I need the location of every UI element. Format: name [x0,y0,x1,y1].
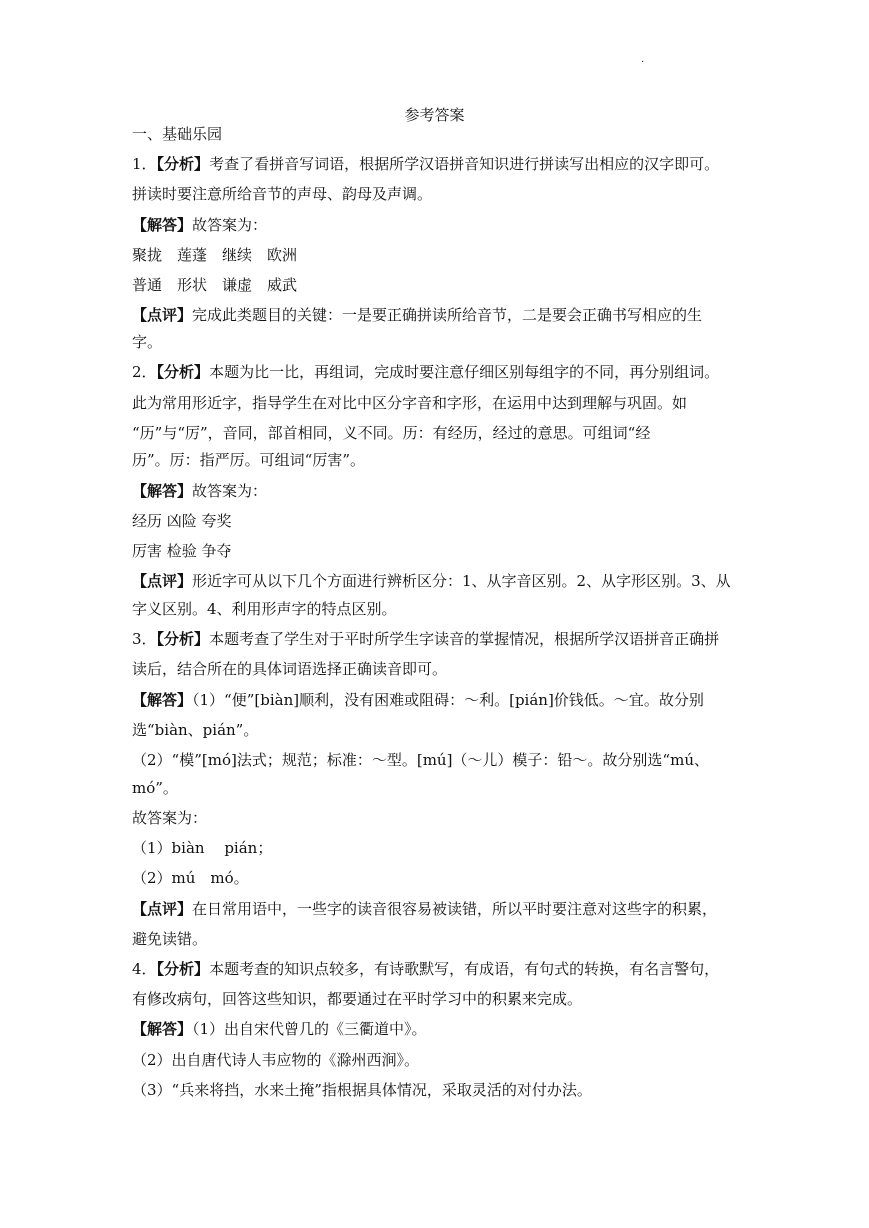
line-text: （1）biàn pián； [132,839,273,857]
line-text: 形近字可从以下几个方面进行辨析区分：1、从字音区别。2、从字形区别。3、从 [192,572,731,590]
section-tag: 【分析】 [156,363,210,381]
section-tag: 【分析】 [156,630,210,648]
line-text: 本题考查的知识点较多，有诗歌默写，有成语，有句式的转换，有名言警句， [209,960,720,978]
text-line [132,1079,752,1101]
text-line [132,719,752,741]
text-line [132,807,752,829]
line-text: 拼读时要注意所给音节的声母、韵母及声调。 [132,185,433,203]
text-line [132,392,752,414]
section-tag: 【点评】 [132,306,193,324]
line-text: 本题为比一比，再组词，完成时要注意仔细区别每组字的不同，再分别组词。 [209,363,720,381]
section-tag: 【点评】 [132,572,193,590]
line-text: 此为常用形近字，指导学生在对比中区分字音和字形，在运用中达到理解与巩固。如 [132,394,688,412]
text-line [132,988,752,1010]
line-text: 故答案为： [192,216,268,234]
text-line [132,510,752,532]
question-number: 4． [132,960,157,978]
line-text: （2）mú mó。 [132,869,249,887]
line-text: 完成此类题目的关键：一是要正确拼读所给音节，二是要会正确书写相应的生 [192,306,703,324]
line-text: 故答案为： [192,482,268,500]
text-line [132,598,752,620]
text-line [132,183,752,205]
text-line [132,658,752,680]
page-title: 参考答案 [404,106,465,124]
line-text: 聚拢 莲蓬 继续 欧洲 [132,246,298,264]
section-tag: 【解答】 [132,482,193,500]
text-line [132,274,752,296]
line-text: 故答案为： [132,809,208,827]
section-tag: 【解答】 [132,216,193,234]
text-line [132,304,752,326]
text-line [132,837,752,859]
line-text: （1）出自宋代曾几的《三衢道中》。 [192,1020,427,1038]
line-text: 考查了看拼音写词语，根据所学汉语拼音知识进行拼读写出相应的汉字即可。 [209,155,720,173]
text-line [132,123,752,145]
question-number: 1． [132,155,157,173]
line-text: “历”与“厉”，音同，部首相同，义不同。历：有经历，经过的意思。可组词“经 [132,424,651,442]
line-text: 避免读错。 [132,930,208,948]
section-tag: 【点评】 [132,900,193,918]
text-line [132,749,752,771]
text-line [132,777,752,799]
line-text: 选“biàn、pián”。 [132,721,259,739]
line-text: 一、基础乐园 [132,125,223,143]
line-text: mó”。 [132,779,178,797]
text-line [132,958,752,980]
section-tag: 【分析】 [156,155,210,173]
text-line [132,449,752,471]
text-line [132,153,752,175]
line-text: 厉害 检验 争夺 [132,542,232,560]
line-text: 字义区别。4、利用形声字的特点区别。 [132,600,397,618]
text-line [132,540,752,562]
line-text: 历”。厉：指严厉。可组词“厉害”。 [132,451,366,469]
section-tag: 【分析】 [156,960,210,978]
text-line [132,570,752,592]
line-text: 字。 [132,333,163,351]
line-text: （2）“模”[mó]法式；规范；标准：～型。[mú]（～儿）模子：铅～。故分别选“mú、 [132,751,709,769]
text-line [132,1018,752,1040]
text-line [132,331,752,353]
line-text: （3）“兵来将挡，水来土掩”指根据具体情况，采取灵活的对付办法。 [132,1081,592,1099]
text-line [132,628,752,650]
line-text: 普通 形状 谦虚 威武 [132,276,298,294]
question-number: 2． [132,363,157,381]
text-line [132,214,752,236]
line-text: 有修改病句，回答这些知识，都要通过在平时学习中的积累来完成。 [132,990,583,1008]
text-line [132,898,752,920]
line-text: 本题考查了学生对于平时所学生字读音的掌握情况，根据所学汉语拼音正确拼 [209,630,720,648]
text-line [132,928,752,950]
line-text: 在日常用语中，一些字的读音很容易被读错，所以平时要注意对这些字的积累， [192,900,718,918]
line-text: （1）“便”[biàn]顺利，没有困难或阻碍：～利。[pián]价钱低。～宜。故分别 [192,691,704,709]
text-line [132,1049,752,1071]
text-line [132,422,752,444]
line-text: 读后，结合所在的具体词语选择正确读音即可。 [132,660,448,678]
question-number: 3． [132,630,157,648]
line-text: 经历 凶险 夸奖 [132,512,232,530]
page-marker-dot: . [641,54,645,65]
line-text: （2）出自唐代诗人韦应物的《滁州西涧》。 [132,1051,420,1069]
text-line [132,244,752,266]
text-line [132,867,752,889]
section-tag: 【解答】 [132,1020,193,1038]
text-line [132,361,752,383]
section-tag: 【解答】 [132,691,193,709]
text-line [132,480,752,502]
text-line [132,689,752,711]
